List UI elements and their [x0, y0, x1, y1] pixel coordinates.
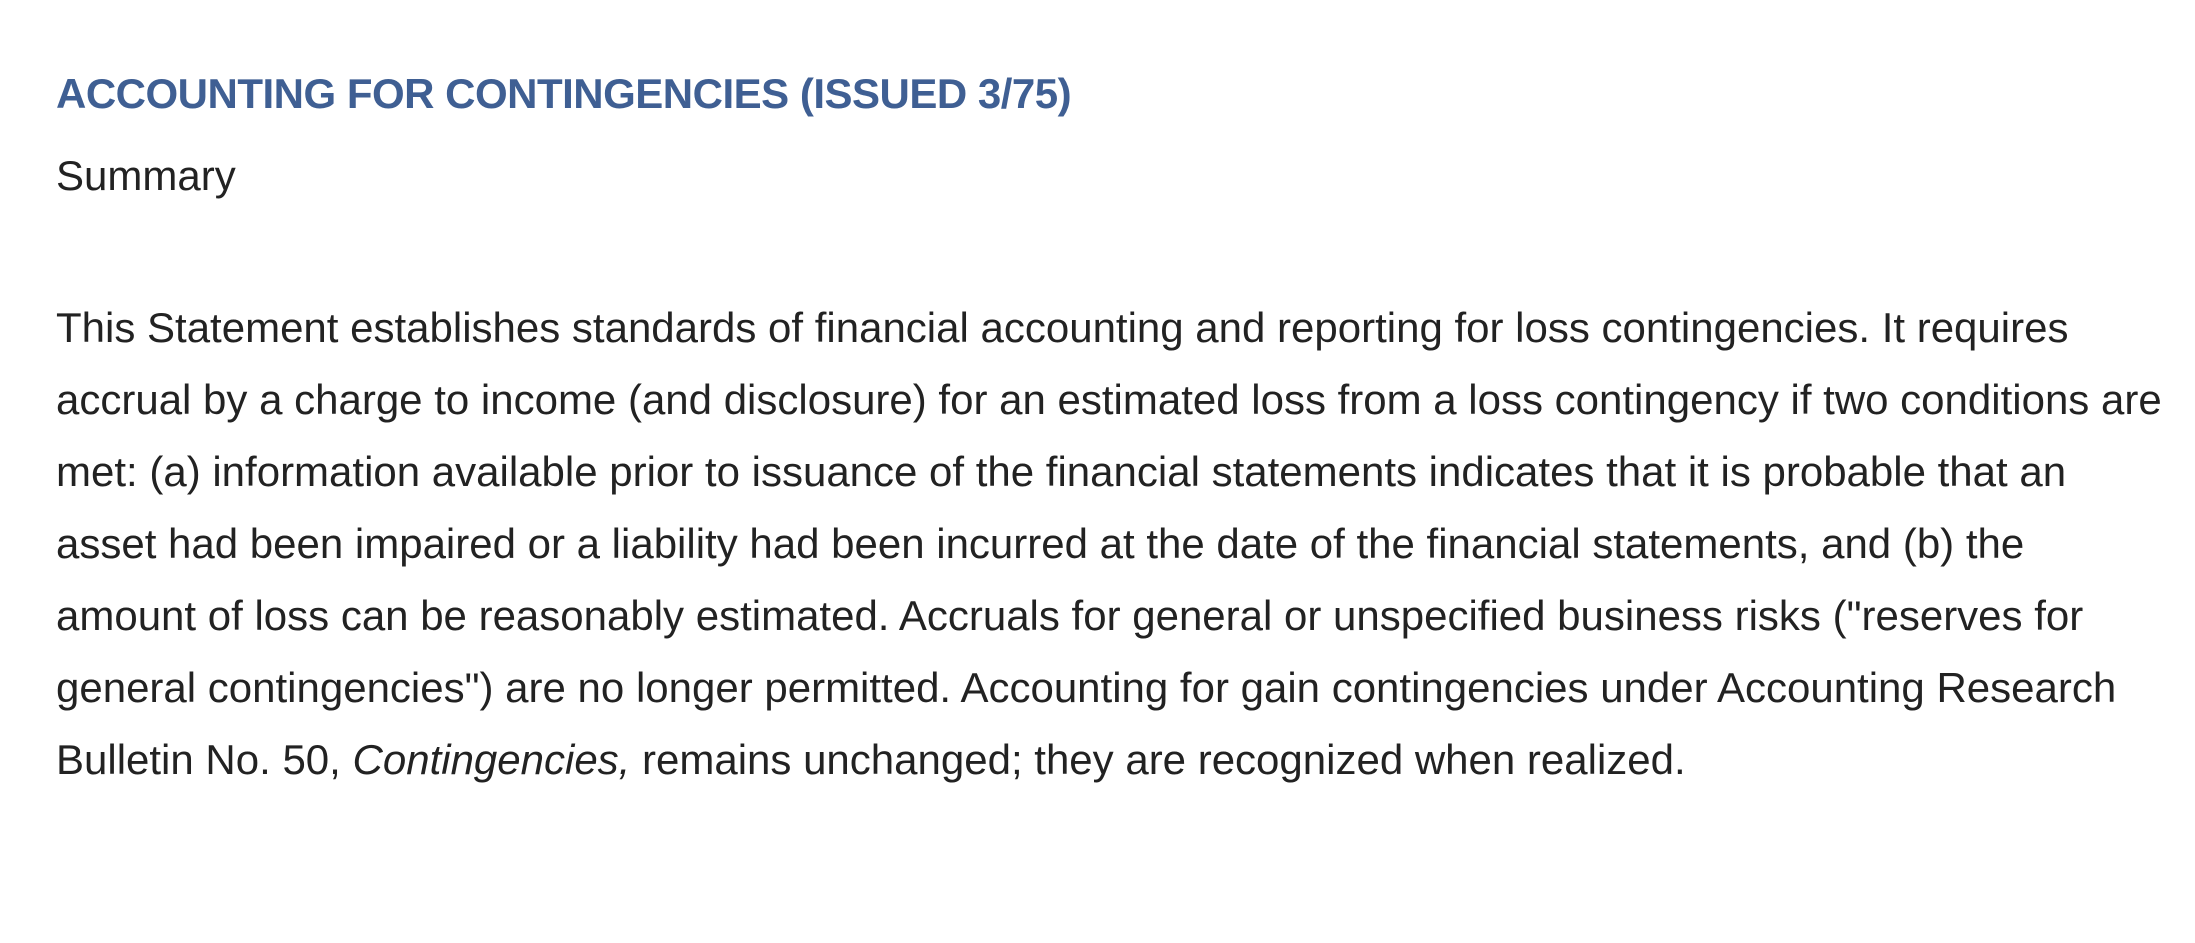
page-title: ACCOUNTING FOR CONTINGENCIES (ISSUED 3/75): [56, 70, 1072, 117]
document-page: [56, 0, 2162, 796]
paragraph-italic-title: Contingencies,: [352, 736, 631, 783]
section-heading-summary: Summary: [56, 152, 236, 199]
summary-paragraph: [56, 292, 2166, 796]
paragraph-text-before-italic: This Statement establishes standards of financial accounting and reporting for loss contingencies. It requires accrual by a charge to income (and disclosure) for an estimated loss from a loss contingency if two conditions are met: (a) information available prior to issuance of the financial statements indicates that it is probable that an asset had been impaired or a liability had been incurred at the date of the financial statements, and (b) the amount of loss can be reasonably estimated. Accruals for general or unspecified business risks ("reserves for general contingencies") are no longer permitted. Accounting for gain contingencies under Accounting Research Bulletin No. 50,: [56, 304, 2162, 783]
paragraph-text-after-italic: remains unchanged; they are recognized when realized.: [630, 736, 1686, 783]
